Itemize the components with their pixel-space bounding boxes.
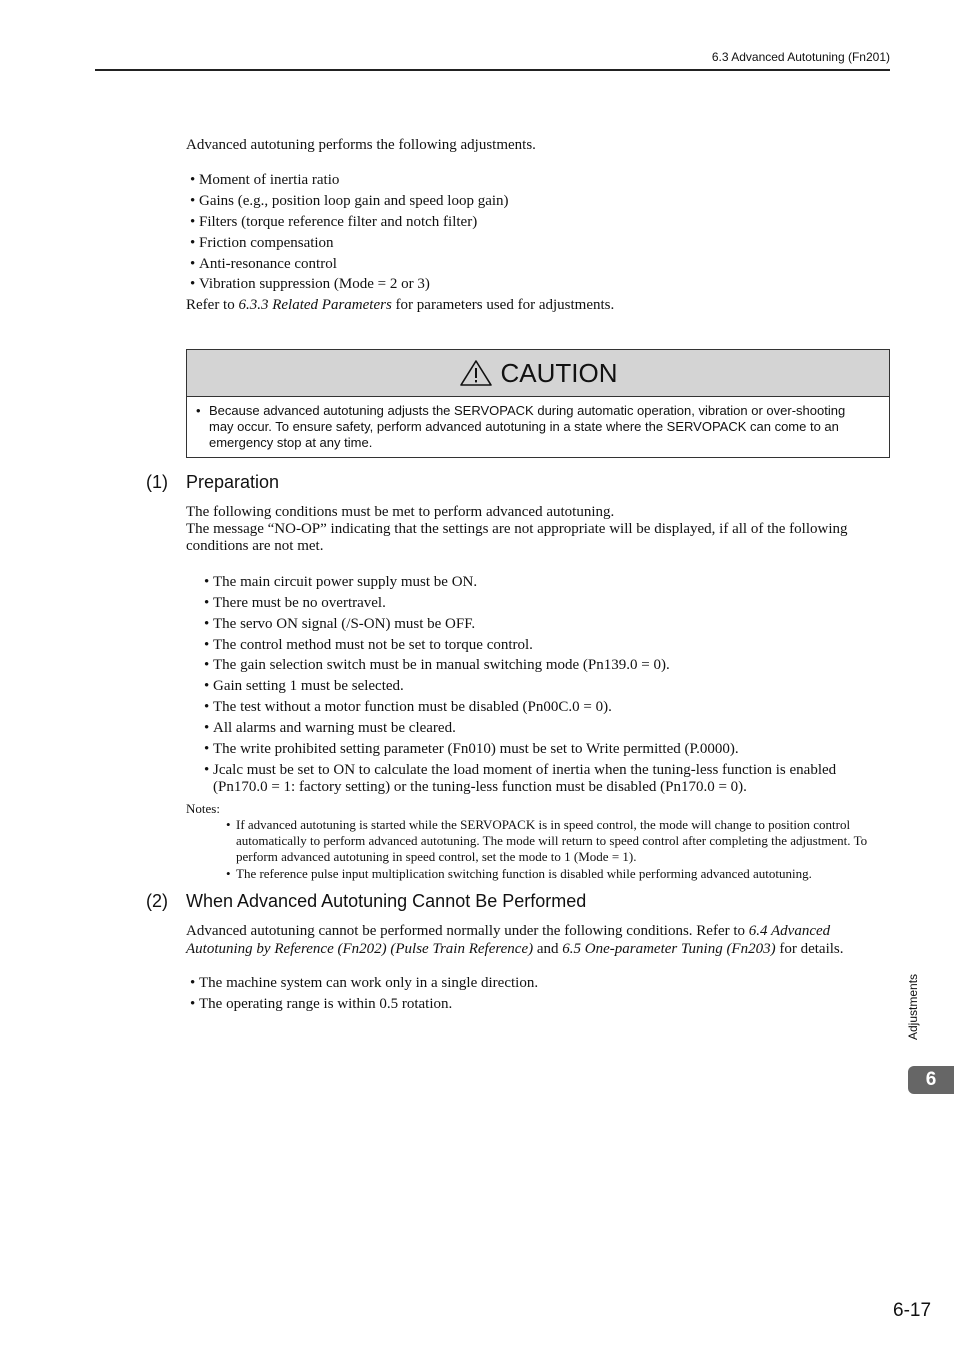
cross-reference-link[interactable]: 6.3.3 Related Parameters	[238, 297, 392, 313]
side-chapter-label: Adjustments	[906, 973, 920, 1040]
condition-item: • The control method must not be set to torque control.	[204, 637, 533, 653]
running-header: 6.3 Advanced Autotuning (Fn201)	[711, 50, 890, 64]
condition-item: • The servo ON signal (/S-ON) must be OFF.	[204, 616, 476, 632]
condition-item: • The write prohibited setting parameter (Fn010) must be set to Write permitted (P.0000).	[204, 741, 739, 757]
caution-text-block: • Because advanced autotuning adjusts the SERVOPACK during automatic operation, vibration or over-shooting may occur. To ensure safety, perform advanced autotuning in a state where the SERVOPACK can come to an emergency stop at any time.	[196, 403, 846, 450]
list-item: • Anti-resonance control	[190, 256, 337, 272]
intro-text: Advanced autotuning performs the following adjustments.	[186, 137, 536, 153]
refer-text: Refer to 6.3.3 Related Parameters for parameters used for adjustments.	[186, 297, 615, 313]
list-item: • The operating range is within 0.5 rotation.	[190, 996, 453, 1012]
caution-box	[186, 349, 890, 458]
list-item: • Vibration suppression (Mode = 2 or 3)	[190, 276, 430, 292]
notes-label: Notes:	[186, 801, 220, 816]
condition-item: • All alarms and warning must be cleared.	[204, 720, 456, 736]
list-item: • Gains (e.g., position loop gain and speed loop gain)	[190, 193, 509, 209]
condition-item-continued: (Pn170.0 = 1: factory setting) or the tuning-less function must be disabled (Pn170.0 = 0).	[213, 779, 747, 795]
cross-reference-link[interactable]: 6.5 One-parameter Tuning (Fn203)	[562, 941, 776, 957]
page-number: 6-17	[893, 1300, 932, 1321]
header-rule	[95, 69, 890, 71]
chapter-tab[interactable]: 6	[908, 1066, 954, 1094]
list-item: • Filters (torque reference filter and notch filter)	[190, 214, 478, 230]
condition-item: • There must be no overtravel.	[204, 595, 386, 611]
condition-item: • The gain selection switch must be in manual switching mode (Pn139.0 = 0).	[204, 657, 670, 673]
caution-text: Because advanced autotuning adjusts the SERVOPACK during automatic operation, vibration or over-shooting may occur. To ensure safety, perform advanced autotuning in a state where the SERVOPACK can come to an emergency stop at any time.	[209, 403, 846, 450]
preparation-para-1: The following conditions must be met to perform advanced autotuning.	[186, 504, 615, 520]
condition-item: • The test without a motor function must be disabled (Pn00C.0 = 0).	[204, 699, 612, 715]
list-item: • Friction compensation	[190, 235, 334, 251]
condition-item: • Gain setting 1 must be selected.	[204, 678, 404, 694]
section-heading-preparation: (1) Preparation	[146, 472, 280, 492]
caution-header	[187, 350, 889, 397]
warning-triangle-icon	[459, 359, 493, 387]
list-item: • Moment of inertia ratio	[190, 172, 340, 188]
note-item: • If advanced autotuning is started while the SERVOPACK is in speed control, the mode will change to position control automatically to perform advanced autotuning. The mode will return to speed control after completing the adjustment. To perform advanced autotuning in speed control, set the mode to 1 (Mode = 1).	[226, 817, 868, 864]
caution-title: CAUTION	[500, 357, 618, 388]
cannot-perform-text: Advanced autotuning cannot be performed normally under the following conditions. Refer to 6.4 Advanced Autotuning by Reference (Fn202) (Pulse Train Reference) and 6.5 One-parameter Tuning (Fn203) for details.	[186, 923, 844, 957]
cross-reference-link[interactable]: 6.4 Advanced Autotuning by Reference (Fn202) (Pulse Train Reference)	[186, 923, 831, 957]
condition-item: • Jcalc must be set to ON to calculate the load moment of inertia when the tuning-less function is enabled	[204, 762, 837, 778]
preparation-para-2: The message “NO-OP” indicating that the settings are not appropriate will be displayed, if all of the following conditions are not met.	[186, 521, 848, 554]
list-item: • The machine system can work only in a single direction.	[190, 975, 539, 991]
note-item: • The reference pulse input multiplication switching function is disabled while performing advanced autotuning.	[226, 866, 812, 881]
section-heading-cannot-perform: (2) When Advanced Autotuning Cannot Be Performed	[146, 891, 587, 911]
condition-item: • The main circuit power supply must be ON.	[204, 574, 478, 590]
